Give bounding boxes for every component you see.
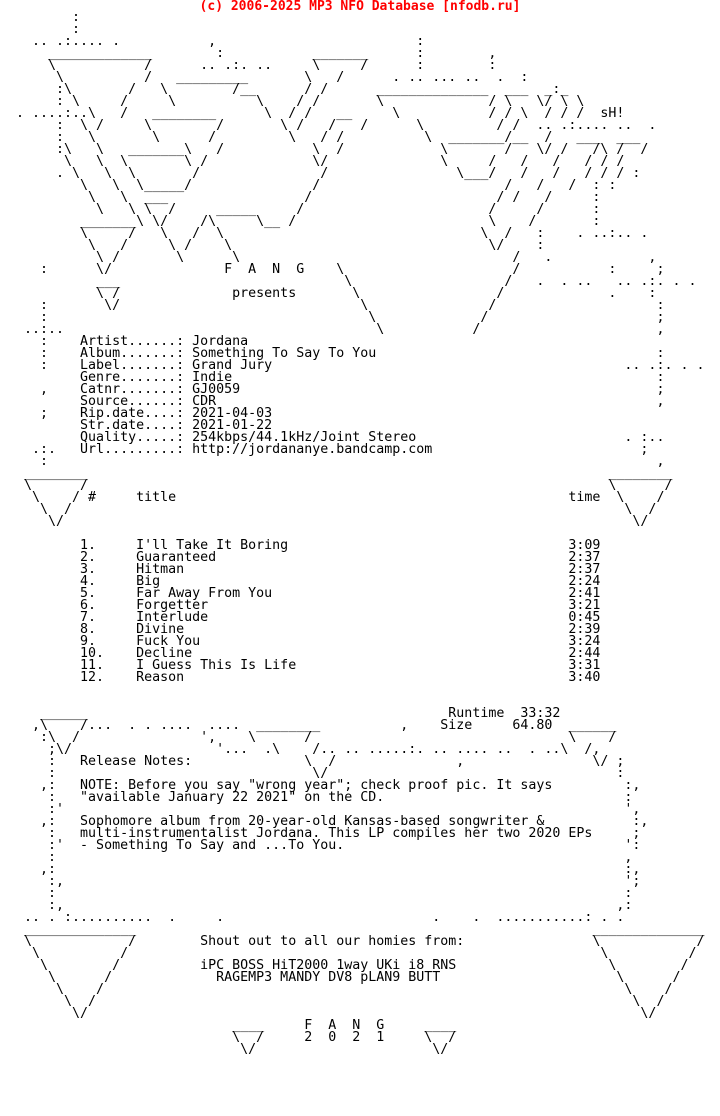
nfo-line: 7. Interlude 0:45 (8, 610, 601, 625)
nfo-line: 8. Divine 2:39 (8, 622, 601, 637)
nfo-line: 10. Decline 2:44 (8, 646, 601, 661)
nfo-line: ________ ________ (8, 466, 673, 481)
nfo-line: : Label.......: Grand Jury .. .:. . . (8, 358, 705, 373)
nfo-line: 3. Hitman 2:37 (8, 562, 601, 577)
nfo-line: \ / .. .:. .. \ / : : (8, 58, 497, 73)
nfo-line: \ / Shout out to all our homies from: \ / (8, 934, 705, 949)
nfo-line: . ....:..\ / ________ \ / / __ \ / / \ / / / sH! (8, 106, 625, 121)
nfo-line: 2. Guaranteed 2:37 (8, 550, 601, 565)
nfo-line: \/ \/ (8, 1042, 449, 1057)
nfo-line: \ / \ / (8, 502, 657, 517)
nfo-line: Str.date....: 2021-01-22 (8, 418, 273, 433)
nfo-line: \ / # title time \ / (8, 490, 665, 505)
nfo-line: ____ F A N G ____ (8, 1018, 457, 1033)
nfo-line: \ / 2 0 2 1 \ / (8, 1030, 457, 1045)
nfo-line: _______\ \/ /\ \__ / \ / : (8, 214, 601, 229)
nfo-line: .. .:.... . , : (8, 34, 425, 49)
nfo-line: : \/ F A N G \ / : ; (8, 262, 665, 277)
nfo-line: \ / \ / (8, 478, 673, 493)
nfo-line: \ \ \ / _____ / / / : (8, 202, 601, 217)
nfo-line: ,: Sophomore album from 20-year-old Kansas-based songwriter & :, (8, 814, 649, 829)
nfo-line: 9. Fuck You 3:24 (8, 634, 601, 649)
nfo-line: \ \ ___ / / / / : (8, 190, 601, 205)
nfo-line: .:. Url.........: http://jordananye.bandcamp.com ; (8, 442, 649, 457)
nfo-line: 1. I'll Take It Boring 3:09 (8, 538, 601, 553)
nfo-ascii-text (8, 12, 704, 1056)
nfo-line: \ / \ / (8, 994, 665, 1009)
nfo-line: :, '; (8, 874, 641, 889)
nfo-line: : (8, 22, 81, 37)
nfo-line: 5. Far Away From You 2:41 (8, 586, 601, 601)
nfo-line: \ / _________ \ / . .. ... .. . : (8, 70, 529, 85)
nfo-line: \/ \/ (8, 514, 649, 529)
nfo-line: . \ \ \ / / \___/ / / / / / : (8, 166, 641, 181)
nfo-line: : Artist......: Jordana (8, 334, 249, 349)
nfo-line: Source......: CDR , (8, 394, 665, 409)
nfo-line: Quality.....: 254kbps/44.1kHz/Joint Stereo . :.. (8, 430, 665, 445)
nfo-line: \/ \/ (8, 1006, 657, 1021)
nfo-line: :' - Something To Say and ...To You. ': (8, 838, 641, 853)
nfo-line: \ / iPC BOSS HiT2000 1way UKi i8 RNS \ / (8, 958, 689, 973)
nfo-line: : "available January 22 2021" on the CD. : (8, 790, 633, 805)
nfo-line: :, ,: (8, 898, 633, 913)
nfo-line: ;\/ '... .\ /.. .. .....:. .. .... .. . ..\ /, (8, 742, 601, 757)
nfodb-banner: (c) 2006-2025 MP3 NFO Database [nfodb.ru] (199, 0, 521, 14)
nfo-line: : Album.......: Something To Say To You : (8, 346, 665, 361)
nfo-line: : \/ : (8, 766, 625, 781)
nfo-line: :\ \ _______\ / \ / \ / \/ / /\ / / (8, 142, 649, 157)
nfo-line: , Catnr.......: GJ0059 ; (8, 382, 665, 397)
nfo-line: ,: :, (8, 862, 641, 877)
nfo-line: \ / \ / (8, 982, 673, 997)
nfo-line: \ / presents \ / . : (8, 286, 657, 301)
nfo-line: ___ \ / . . .. .. .:. . . (8, 274, 697, 289)
nfo-line: : , (8, 454, 665, 469)
nfo-line: : \ \ / \ / / \ _______/__ / ___ ___ (8, 130, 641, 145)
nfo-line: ; Rip.date....: 2021-04-03 (8, 406, 273, 421)
nfo-line: ______________ ______________ (8, 922, 705, 937)
nfo-line: \ / \ \ / . , (8, 250, 657, 265)
nfo-line: \ / \ / \ \ / : . ..:.. . (8, 226, 649, 241)
nfo-line: \ / RAGEMP3 MANDY DV8 pLAN9 BUTT \ / (8, 970, 681, 985)
nfo-line: : \ / \ \ / / \ / \ \/ \ \ (8, 94, 585, 109)
nfo-line: : : (8, 886, 633, 901)
nfo-line: .. . :.......... . . . . ...........: . . (8, 910, 625, 925)
nfo-line: ,\ /... . . .... .... ________ , Size 64.80 ______ (8, 718, 617, 733)
nfo-line: :' ', (8, 802, 641, 817)
nfo-line: :\ / ', \ / \ / (8, 730, 617, 745)
nfo-line: : \ / ; (8, 310, 665, 325)
nfo-line: 4. Big 2:24 (8, 574, 601, 589)
nfo-line: ..:.. \ / , (8, 322, 665, 337)
nfo-line: Genre.......: Indie : (8, 370, 665, 385)
nfo-line: :\ / \ /__ / / ______________ ___ _:_ (8, 82, 569, 97)
nfo-line: : (8, 10, 81, 25)
nfo-line: 11. I Guess This Is Life 3:31 (8, 658, 601, 673)
nfo-line: ______ Runtime 33:32 (8, 706, 561, 721)
nfo-line: _____________ : _______ : , (8, 46, 497, 61)
nfo-line: \ / \ / \ \/ : (8, 238, 545, 253)
nfo-line: : multi-instrumentalist Jordana. This LP compiles her two 2020 EPs ; (8, 826, 641, 841)
nfo-line: 12. Reason 3:40 (8, 670, 601, 685)
nfo-line: \ \ \_____/ / / / / : : (8, 178, 617, 193)
nfo-line: : \/ \ / : (8, 298, 665, 313)
nfo-line: : \ / \ / \ / / / \ / / .. .:.... .. . (8, 118, 657, 133)
nfo-line: 6. Forgetter 3:21 (8, 598, 601, 613)
nfo-line: \ / \ / (8, 946, 697, 961)
nfo-line: ,: NOTE: Before you say "wrong year"; check proof pic. It says :, (8, 778, 641, 793)
nfo-line: \ \ \ \ / \/ \ / / / / / / (8, 154, 625, 169)
nfo-line: : , (8, 850, 633, 865)
nfo-line: : Release Notes: \ / , \/ ; (8, 754, 625, 769)
